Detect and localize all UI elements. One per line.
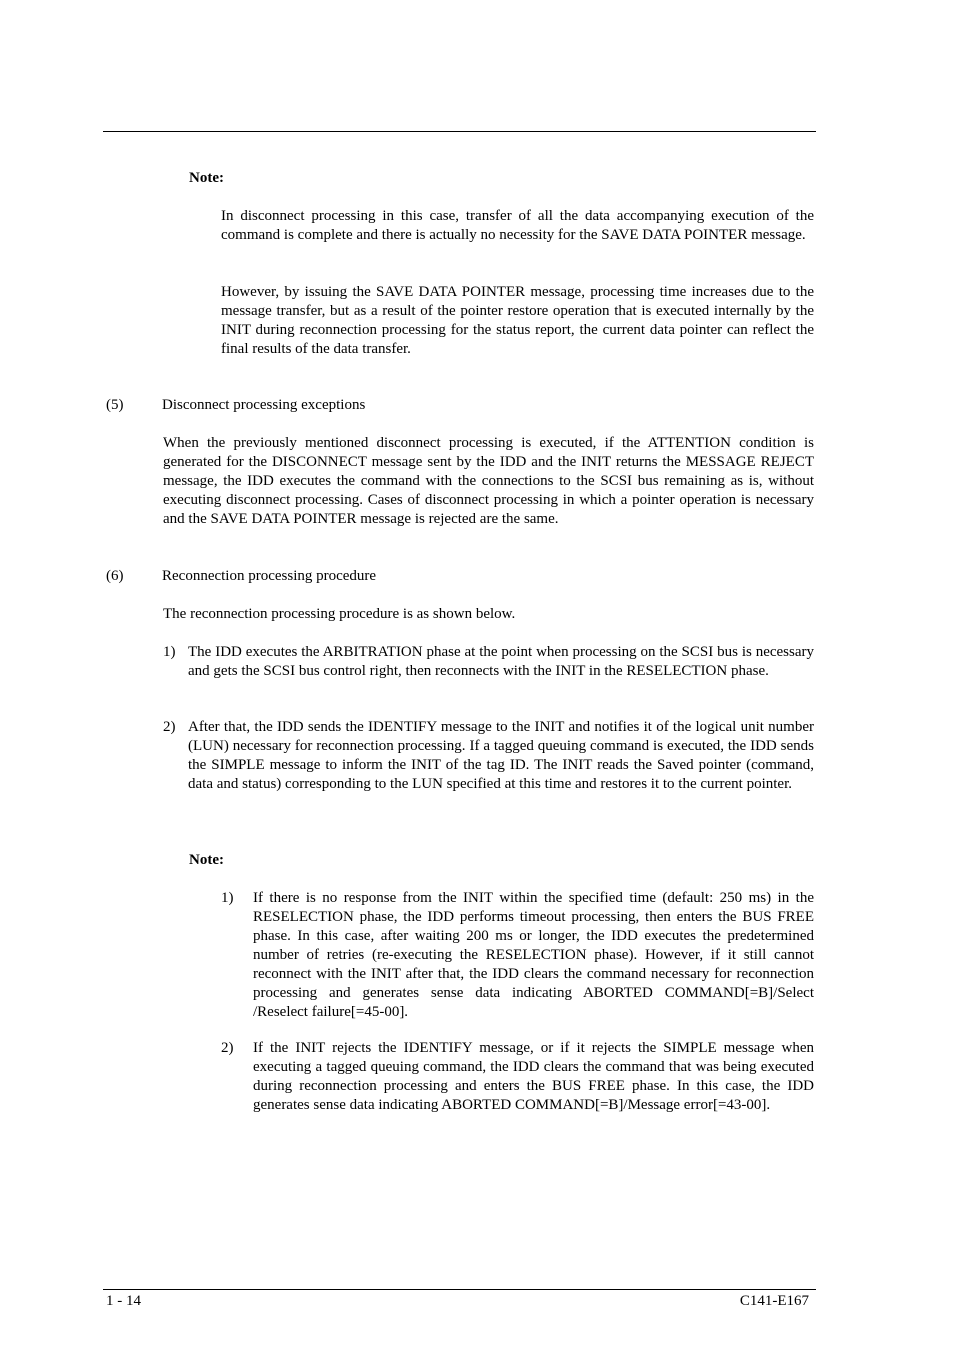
list-item-text: If there is no response from the INIT within the specified time (default: 250 ms) in the RESELECTION phase, the IDD performs timeout processing, then enters the BUS FREE phase. In this case, after waiting 200 ms or longer, the IDD executes the predetermined number of retries (re-executing the RESELECTION phase). However, if it still cannot reconnect with the INIT after that, the IDD clears the command necessary for reconnection processing and generates sense data indicating ABORTED COMMAND[=B]/Select /Reselect failure[=45-00]. [253,890,814,1020]
list-item-text: The IDD executes the ARBITRATION phase at the point when processing on the SCSI bus is necessary and gets the SCSI bus control right, then reconnects with the INIT in the RESELECTION phase. [188,644,814,679]
header-rule [103,131,816,132]
section-body-5: When the previously mentioned disconnect processing is executed, if the ATTENTION condition is generated for the DISCONNECT message sent by the IDD and the INIT returns the MESSAGE REJECT message, the IDD executes the command with the connections to the SCSI bus remaining as is, without executing disconnect processing. Cases of disconnect processing in which a pointer operation is necessary and the SAVE DATA POINTER message is rejected are the same. [163,435,814,527]
section-number: (5) [106,397,124,413]
section-heading-6 [106,567,376,586]
section-title: Reconnection processing procedure [162,568,377,584]
note-label: Note: [189,852,224,868]
list-item-number: 2) [221,1040,234,1056]
section-intro-6: The reconnection processing procedure is as shown below. [163,606,516,622]
list-item-text: After that, the IDD sends the IDENTIFY message to the INIT and notifies it of the logical unit number (LUN) necessary for reconnection processing. If a tagged queuing command is executed, the IDD sends the SIMPLE message to inform the INIT of the tag ID. The INIT reads the Saved pointer (command, data and status) corresponding to the LUN specified at this time and restores it to the current pointer. [188,719,814,792]
note-paragraph-2: However, by issuing the SAVE DATA POINTER message, processing time increases due to the message transfer, but as a result of the pointer restore operation that is executed internally by the INIT during reconnection processing for the status report, the current data pointer can reflect the final results of the data transfer. [221,284,814,357]
document-id: C141-E167 [739,1293,809,1309]
list-item-text: If the INIT rejects the IDENTIFY message, or if it rejects the SIMPLE message when executing a tagged queuing command, the IDD clears the command that was being executed during reconnection processing and enters the BUS FREE phase. In this case, the IDD generates sense data indicating ABORTED COMMAND[=B]/Message error[=43-00]. [253,1040,814,1113]
list-item [163,643,814,681]
section-heading-5 [106,396,365,415]
section-number: (6) [106,568,124,584]
note-list-item [221,889,814,1022]
page-number: 1 - 14 [106,1293,141,1309]
note-paragraph-1: In disconnect processing in this case, transfer of all the data accompanying execution of the command is complete and there is actually no necessity for the SAVE DATA POINTER message. [221,208,814,243]
section-title: Disconnect processing exceptions [162,397,366,413]
list-item-number: 2) [163,719,176,735]
note-label: Note: [189,170,224,186]
footer-rule [103,1289,816,1290]
list-item-number: 1) [221,890,234,906]
note-list-item [221,1039,814,1115]
list-item-number: 1) [163,644,176,660]
list-item [163,718,814,794]
